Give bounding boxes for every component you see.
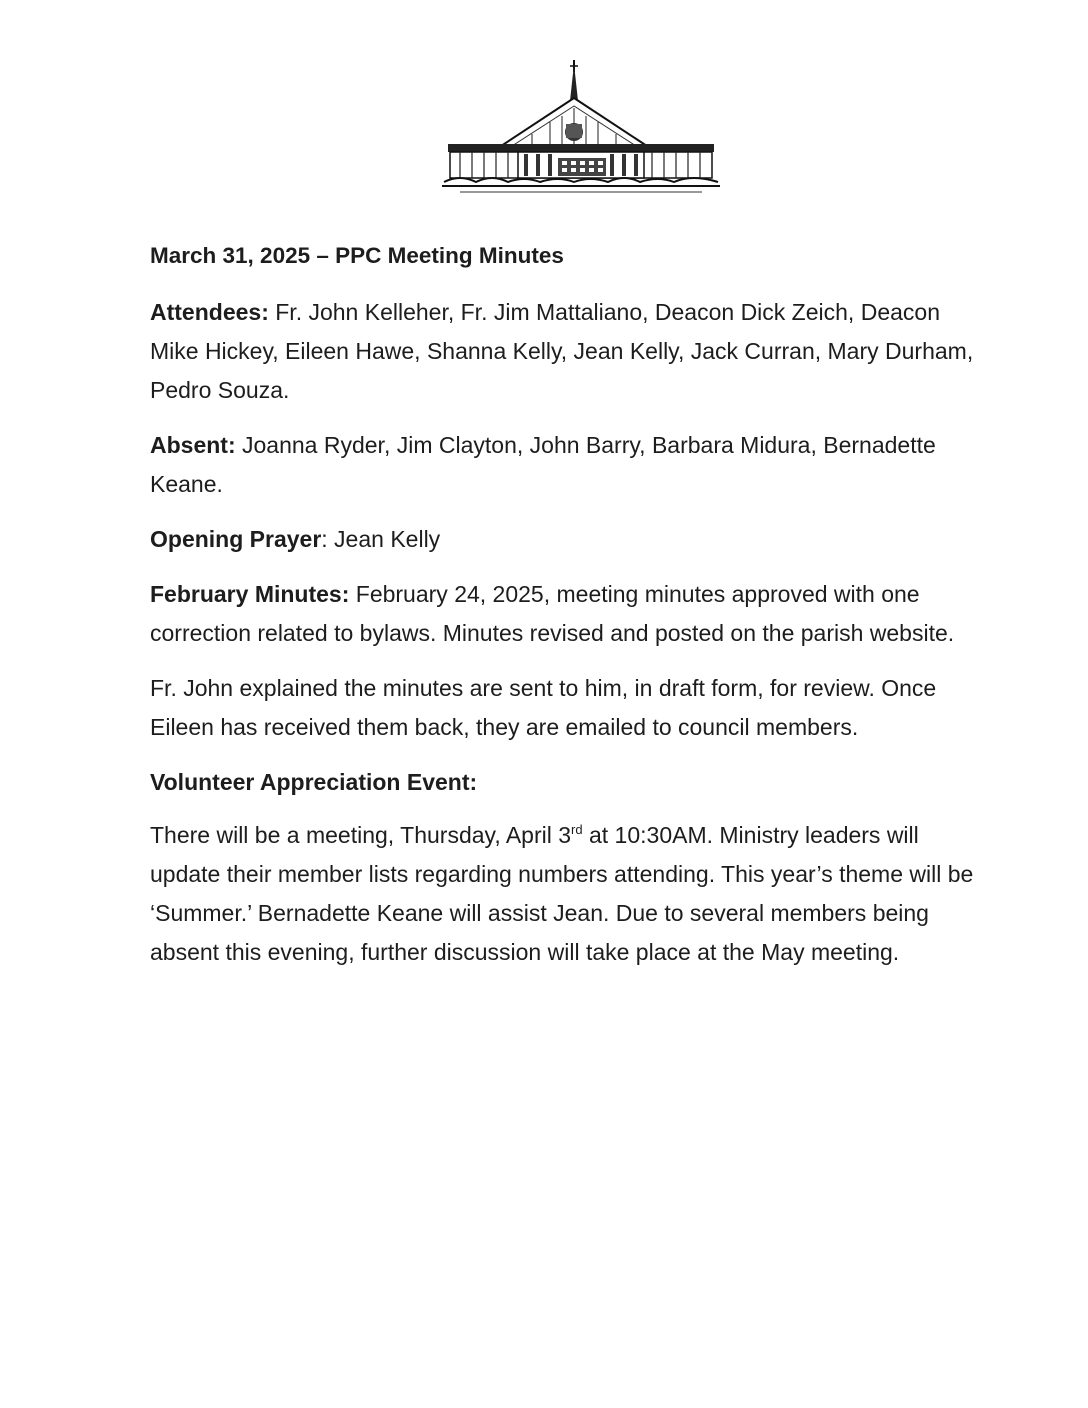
volunteer-event-paragraph (150, 816, 990, 972)
absent-paragraph (150, 426, 990, 504)
ordinal-suffix: rd (571, 822, 583, 837)
opening-prayer-text: : Jean Kelly (321, 526, 441, 552)
february-minutes-paragraph (150, 575, 990, 653)
volunteer-event-heading: Volunteer Appreciation Event: (150, 769, 478, 795)
attendees-paragraph (150, 293, 990, 410)
document-title: March 31, 2025 – PPC Meeting Minutes (150, 243, 564, 268)
attendees-label: Attendees: (150, 299, 269, 325)
opening-prayer-paragraph (150, 520, 990, 559)
attendees-text: Fr. John Kelleher, Fr. Jim Mattaliano, Deacon Dick Zeich, Deacon Mike Hickey, Eileen Hawe, Shanna Kelly, Jean Kelly, Jack Curran, Mary Durham, Pedro Souza. (150, 299, 974, 403)
february-minutes-label: February Minutes: (150, 581, 350, 607)
review-paragraph: Fr. John explained the minutes are sent to him, in draft form, for review. Once Eileen has received them back, they are emailed to council members. (150, 675, 937, 740)
opening-prayer-label: Opening Prayer (150, 526, 322, 552)
absent-text: Joanna Ryder, Jim Clayton, John Barry, Barbara Midura, Bernadette Keane. (150, 432, 936, 497)
church-building-icon (440, 58, 722, 198)
volunteer-event-text-start: There will be a meeting, Thursday, April 3 (150, 822, 572, 848)
absent-label: Absent: (150, 432, 236, 458)
february-minutes-text: February 24, 2025, meeting minutes approved with one correction related to bylaws. Minutes revised and posted on the parish website. (150, 581, 955, 646)
minutes-body (150, 236, 990, 988)
volunteer-event-text-end: at 10:30AM. Ministry leaders will update their member lists regarding numbers attending. This year’s theme will be ‘Summer.’ Bernadette Keane will assist Jean. Due to several members being absent this evening, further discussion will take place at the May meeting. (150, 822, 974, 965)
